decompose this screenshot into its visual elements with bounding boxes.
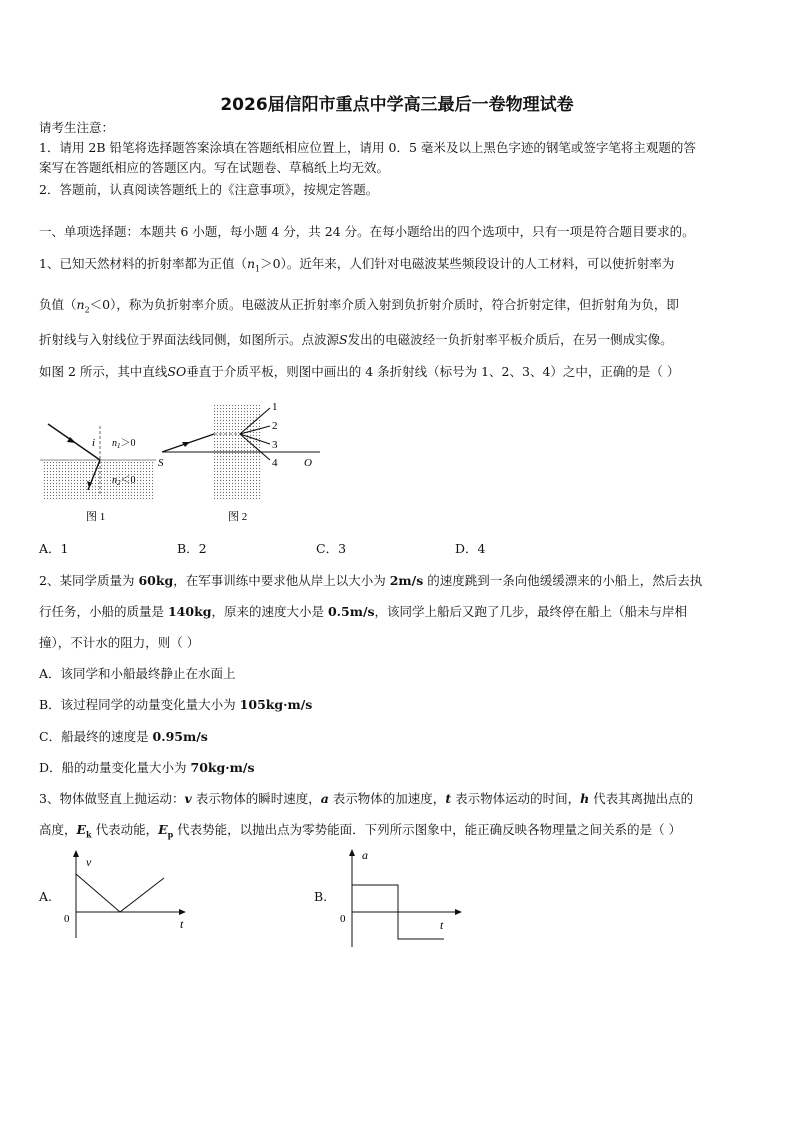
q1-option-a[interactable]: A．1	[39, 541, 69, 556]
q1-option-d[interactable]: D．4	[455, 541, 486, 556]
graph-a-xlabel: t	[180, 917, 184, 931]
ray-label-2: 2	[272, 420, 278, 432]
q3-option-a-label[interactable]: A.	[39, 889, 53, 904]
graph-a-curve	[76, 874, 164, 912]
q1-line-4: 如图 2 所示，其中直线SO垂直于介质平板，则图中画出的 4 条折射线（标号为 1、2、3、4）之中，正确的是（ ）	[39, 364, 680, 379]
q3-line-2: 高度，$E_k$ 代表动能，$E_p$ 代表势能，以抛出点为零势能面．下列所示图象中，能正确反映各物理量之间关系的是（ ）	[39, 822, 682, 840]
q1-line-3: 折射线与入射线位于界面法线同侧，如图所示。点波源S发出的电磁波经一负折射率平板介质后，在另一侧成实像。	[39, 332, 673, 347]
q3-graph-a[interactable]	[60, 848, 190, 940]
q3-graph-b[interactable]	[336, 845, 466, 950]
fig1-n2-label: $n_2<0$	[112, 475, 136, 487]
q1-line-1: 1、已知天然材料的折射率都为正值$(n_1>0)$。近年来，人们针对电磁波某些频段设计的人工材料，可以使折射率为	[39, 256, 675, 274]
q2-option-c[interactable]: C．船最终的速度是 0.95m/s	[39, 729, 208, 744]
graph-b-ylabel: a	[362, 848, 368, 862]
q2-option-a[interactable]: A．该同学和小船最终静止在水面上	[39, 666, 236, 681]
point-O-label: O	[304, 457, 312, 469]
q2-line-1: 2、某同学质量为 60kg，在军事训练中要求他从岸上以大小为 2m/s 的速度跳到一条向他缓缓漂来的小船上，然后去执	[39, 573, 703, 588]
graph-b-origin: 0	[340, 913, 346, 925]
q2-line-2: 行任务，小船的质量是 140kg，原来的速度大小是 0.5m/s，该同学上船后又跑了几步，最终停在船上（船未与岸相	[39, 604, 688, 619]
q2-option-b[interactable]: B．该过程同学的动量变化量大小为 105kg·m/s	[39, 697, 313, 712]
fig1-caption: 图 1	[86, 511, 106, 523]
graph-a-ylabel: v	[86, 855, 92, 869]
graph-b-y-arrow	[349, 849, 355, 856]
q1-line-2: 负值$(n_2<0)$，称为负折射率介质。电磁波从正折射率介质入射到负折射介质时，符合折射定律，但折射角为负，即	[39, 297, 679, 315]
graph-b-xlabel: t	[440, 918, 444, 932]
notice-heading: 请考生注意：	[39, 120, 115, 135]
graph-a-x-arrow	[179, 909, 186, 915]
q3-option-b-label[interactable]: B.	[314, 889, 328, 904]
q2-line-3: 撞），不计水的阻力，则（ ）	[39, 635, 200, 650]
q2-option-d[interactable]: D．船的动量变化量大小为 70kg·m/s	[39, 760, 255, 775]
fig2-caption: 图 2	[228, 511, 248, 523]
ray-label-4: 4	[272, 457, 278, 469]
q1-option-c[interactable]: C．3	[316, 541, 347, 556]
graph-b-x-arrow	[455, 909, 462, 915]
graph-a-origin: 0	[64, 913, 70, 925]
ray-label-1: 1	[272, 401, 278, 413]
q1-option-b[interactable]: B．2	[177, 541, 207, 556]
source-S-label: S	[158, 457, 164, 469]
notice-item-1-cont: 案写在答题纸相应的答题区内。写在试题卷、草稿纸上均无效。	[39, 160, 390, 175]
fig1-angle-label: i	[92, 437, 96, 449]
page-title: 2026届信阳市重点中学高三最后一卷物理试卷	[220, 95, 574, 115]
notice-item-2: 2．答题前，认真阅读答题纸上的《注意事项》，按规定答题。	[39, 182, 379, 197]
q3-line-1: 3、物体做竖直上抛运动：v 表示物体的瞬时速度，a 表示物体的加速度，t 表示物体运动的时间，h 代表其离抛出点的	[39, 791, 694, 806]
figure-2-slab	[150, 398, 325, 526]
ray-label-3: 3	[272, 439, 278, 451]
fig1-n1-label: $n_1>0$	[112, 438, 136, 450]
figure-1-refraction	[40, 398, 160, 526]
section-heading: 一、单项选择题：本题共 6 小题，每小题 4 分，共 24 分。在每小题给出的四个选项中，只有一项是符合题目要求的。	[39, 224, 695, 239]
notice-item-1: 1．请用 2B 铅笔将选择题答案涂填在答题纸相应位置上，请用 0．5 毫米及以上黑色字迹的钢笔或签字笔将主观题的答	[39, 140, 696, 155]
graph-a-y-arrow	[73, 850, 79, 857]
